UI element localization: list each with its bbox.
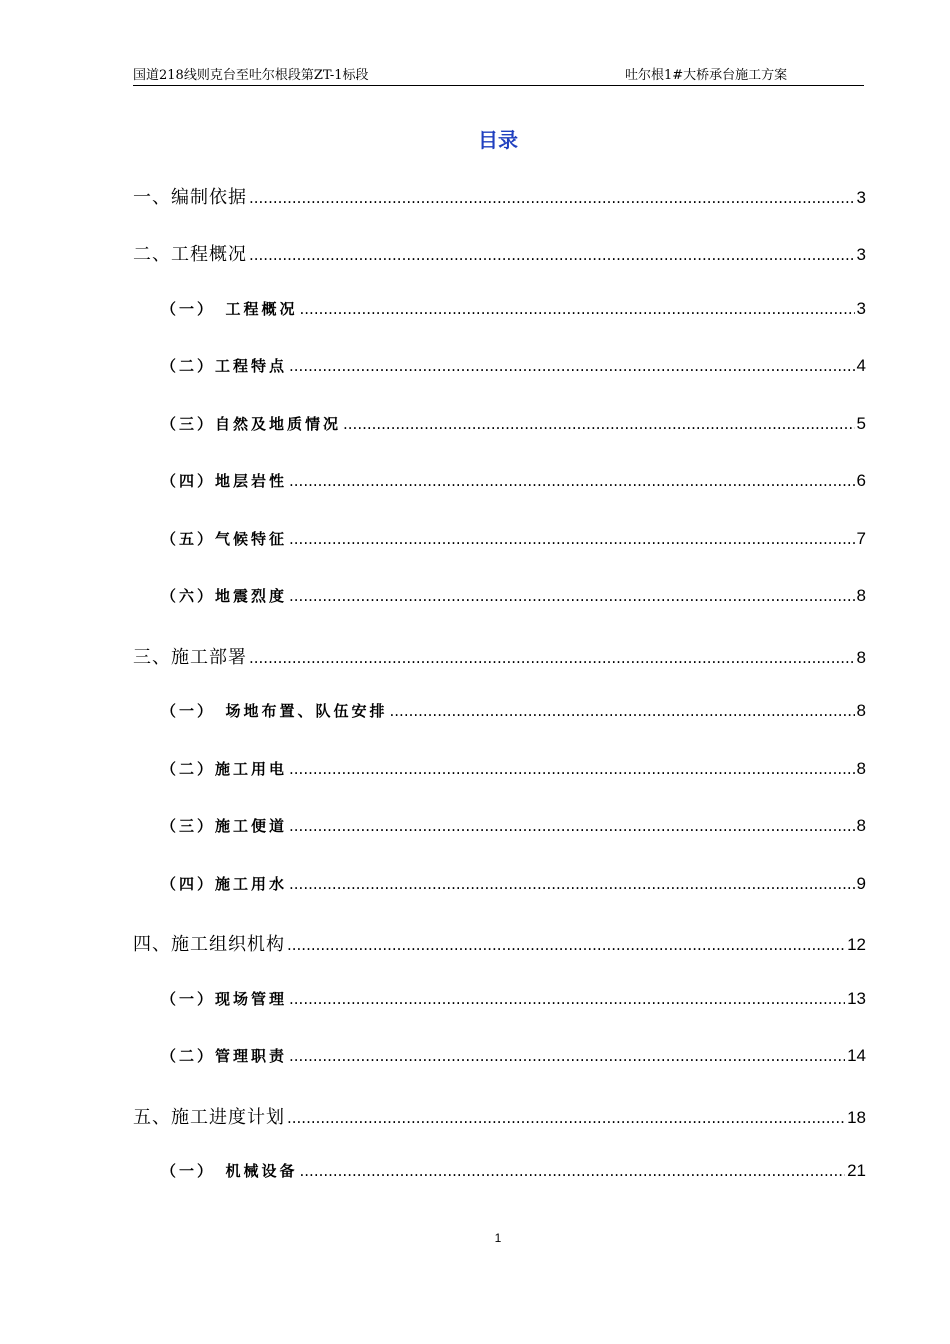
toc-subentry-2-2[interactable] bbox=[161, 355, 866, 385]
toc-subentry-3-2[interactable] bbox=[161, 758, 866, 788]
toc-entry-page: 8 bbox=[856, 816, 866, 835]
toc-leader bbox=[249, 191, 855, 206]
toc-entry-page: 9 bbox=[856, 874, 866, 893]
toc-leader bbox=[289, 589, 855, 604]
toc-leader bbox=[249, 651, 855, 666]
toc-leader bbox=[300, 1164, 846, 1179]
toc-entry-page: 5 bbox=[856, 414, 866, 433]
toc-entry-label: （一） 场地布置、队伍安排 bbox=[161, 702, 388, 720]
header-project-name: 国道218线则克台至吐尔根段第ZT-1标段 bbox=[133, 68, 369, 83]
toc-leader bbox=[289, 1049, 845, 1064]
toc-entry-label: （一）现场管理 bbox=[161, 990, 288, 1008]
toc-leader bbox=[289, 819, 855, 834]
toc-entry-page: 4 bbox=[856, 356, 866, 375]
toc-entry-label: （三）施工便道 bbox=[161, 817, 288, 835]
toc-entry-label: （四）施工用水 bbox=[161, 875, 288, 893]
toc-entry-1[interactable] bbox=[133, 183, 866, 213]
toc-entry-page: 8 bbox=[856, 648, 866, 667]
toc-entry-page: 8 bbox=[856, 586, 866, 605]
page-header bbox=[133, 66, 864, 86]
toc-entry-label: 三、施工部署 bbox=[133, 647, 247, 668]
toc-entry-label: 四、施工组织机构 bbox=[133, 934, 285, 955]
toc-entry-page: 8 bbox=[856, 759, 866, 778]
toc-entry-page: 8 bbox=[856, 701, 866, 720]
toc-subentry-3-4[interactable] bbox=[161, 873, 866, 903]
toc-entry-2[interactable] bbox=[133, 240, 866, 270]
toc-entry-label: 二、工程概况 bbox=[133, 244, 247, 265]
toc-entry-label: （二）施工用电 bbox=[161, 760, 288, 778]
toc-entry-label: 一、编制依据 bbox=[133, 187, 247, 208]
toc-entry-3[interactable] bbox=[133, 643, 866, 673]
toc-leader bbox=[287, 1111, 845, 1126]
toc-subentry-2-5[interactable] bbox=[161, 528, 866, 558]
toc-entry-4[interactable] bbox=[133, 930, 866, 960]
toc-entry-page: 3 bbox=[856, 188, 866, 207]
toc-entry-label: （二）工程特点 bbox=[161, 357, 288, 375]
header-document-title: 吐尔根1#大桥承台施工方案 bbox=[625, 68, 788, 83]
toc-entry-page: 3 bbox=[856, 245, 866, 264]
toc-entry-page: 18 bbox=[847, 1108, 866, 1127]
toc-leader bbox=[287, 938, 845, 953]
toc-title: 目录 bbox=[478, 128, 518, 152]
toc-entry-label: （六）地震烈度 bbox=[161, 587, 288, 605]
toc-entry-label: 五、施工进度计划 bbox=[133, 1107, 285, 1128]
toc-entry-page: 3 bbox=[856, 299, 866, 318]
toc-leader bbox=[289, 762, 855, 777]
toc-entry-label: （一） 工程概况 bbox=[161, 300, 298, 318]
toc-entry-page: 12 bbox=[847, 935, 866, 954]
toc-subentry-2-3[interactable] bbox=[161, 413, 866, 443]
toc-entry-page: 14 bbox=[847, 1046, 866, 1065]
toc-leader bbox=[249, 248, 855, 263]
toc-entry-page: 21 bbox=[847, 1161, 866, 1180]
toc-leader bbox=[300, 302, 855, 317]
toc-subentry-2-4[interactable] bbox=[161, 470, 866, 500]
toc-leader bbox=[289, 359, 855, 374]
page-number: 1 bbox=[494, 1231, 502, 1245]
toc-entry-label: （四）地层岩性 bbox=[161, 472, 288, 490]
toc-entry-5[interactable] bbox=[133, 1103, 866, 1133]
toc-entry-label: （五）气候特征 bbox=[161, 530, 288, 548]
toc-leader bbox=[289, 877, 855, 892]
toc-subentry-2-6[interactable] bbox=[161, 585, 866, 615]
toc-leader bbox=[289, 474, 855, 489]
toc-leader bbox=[343, 417, 855, 432]
toc-entry-label: （二）管理职责 bbox=[161, 1047, 288, 1065]
toc-subentry-4-2[interactable] bbox=[161, 1045, 866, 1075]
toc-leader bbox=[390, 704, 855, 719]
toc-entry-label: （一） 机械设备 bbox=[161, 1162, 298, 1180]
toc-leader bbox=[289, 992, 845, 1007]
toc-subentry-4-1[interactable] bbox=[161, 988, 866, 1018]
toc-leader bbox=[289, 532, 855, 547]
toc-subentry-3-1[interactable] bbox=[161, 700, 866, 730]
toc-entry-label: （三）自然及地质情况 bbox=[161, 415, 342, 433]
toc-subentry-2-1[interactable] bbox=[161, 298, 866, 328]
toc-entry-page: 6 bbox=[856, 471, 866, 490]
toc-entry-page: 13 bbox=[847, 989, 866, 1008]
toc-subentry-3-3[interactable] bbox=[161, 815, 866, 845]
toc-subentry-5-1[interactable] bbox=[161, 1160, 866, 1190]
toc-entry-page: 7 bbox=[856, 529, 866, 548]
